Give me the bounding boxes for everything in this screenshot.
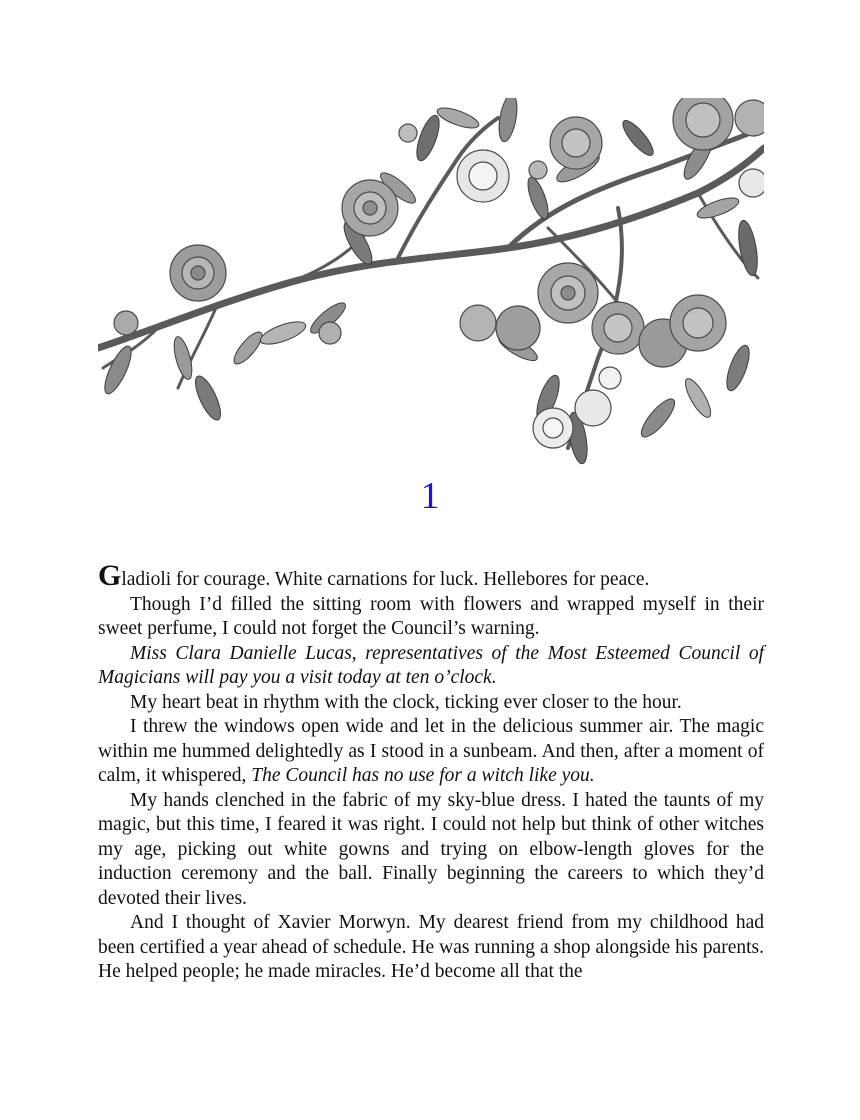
chapter-number: 1 bbox=[420, 475, 440, 517]
paragraph bbox=[98, 559, 764, 593]
paragraph bbox=[98, 789, 764, 912]
paragraph-text: Though I’d filled the sitting room with flowers and wrapped myself in their sweet perfume, I could not forget the Council’s warning. bbox=[98, 593, 764, 639]
paragraph bbox=[98, 642, 764, 691]
paragraph-text: ladioli for courage. White carnations for luck. Hellebores for peace. bbox=[121, 569, 650, 590]
paragraph bbox=[98, 593, 764, 642]
paragraph-italic-text: The Council has no use for a witch like you. bbox=[251, 765, 595, 786]
paragraph bbox=[98, 715, 764, 789]
flowering-branch-icon bbox=[98, 98, 764, 470]
paragraph-text: My heart beat in rhythm with the clock, ticking ever closer to the hour. bbox=[130, 691, 682, 713]
paragraph-italic-text: Miss Clara Danielle Lucas, representatives of the Most Esteemed Council of Magicians will pay you a visit today at ten o’clock. bbox=[98, 642, 764, 688]
paragraph bbox=[98, 911, 764, 985]
drop-cap: G bbox=[98, 559, 122, 592]
chapter-text bbox=[98, 559, 764, 985]
paragraph-text: I threw the windows open wide and let in the delicious summer air. The magic within me hummed delightedly as I stood in a sunbeam. And then, after a moment of calm, it whispered, bbox=[98, 716, 764, 786]
paragraph-text: And I thought of Xavier Morwyn. My dearest friend from my childhood had been certified a year ahead of schedule. He was running a shop alongside his parents. He helped people; he made miracles. He’d become all that the bbox=[98, 912, 764, 982]
paragraph-text: My hands clenched in the fabric of my sky-blue dress. I hated the taunts of my magic, but this time, I feared it was right. I could not help but think of other witches my age, picking out white gowns and trying on elbow-length gloves for the induction ceremony and the ball. Finally beginning the careers to which they’d devoted their lives. bbox=[98, 789, 764, 909]
paragraph bbox=[98, 691, 764, 716]
